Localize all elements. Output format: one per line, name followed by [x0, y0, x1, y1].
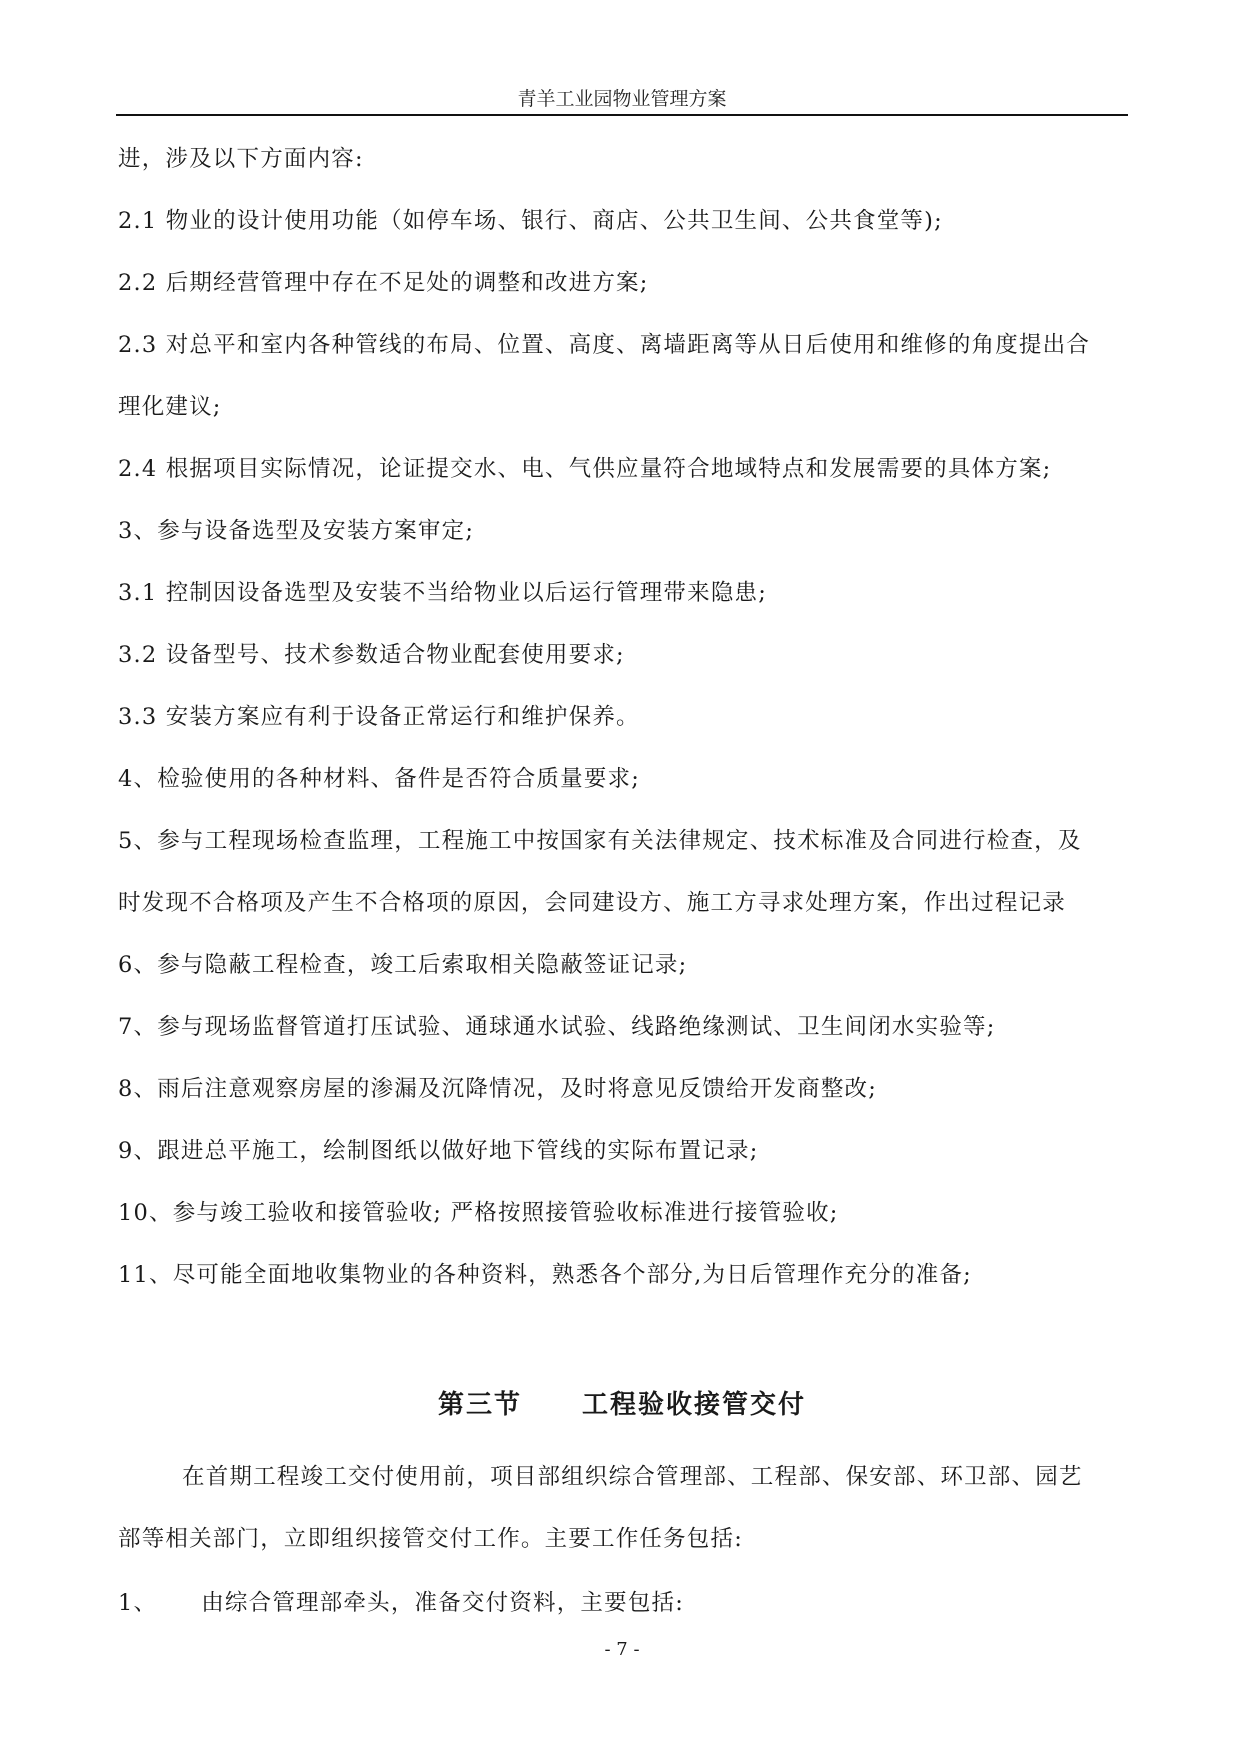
body-line: 9、跟进总平施工，绘制图纸以做好地下管线的实际布置记录;: [118, 1138, 759, 1164]
body-line: 11、尽可能全面地收集物业的各种资料，熟悉各个部分,为日后管理作充分的准备;: [118, 1262, 972, 1288]
body-line: 8、雨后注意观察房屋的渗漏及沉降情况，及时将意见反馈给开发商整改;: [118, 1076, 877, 1102]
body-line: 4、检验使用的各种材料、备件是否符合质量要求;: [118, 766, 640, 792]
body-line: 理化建议;: [118, 394, 222, 420]
body-line: 3.1 控制因设备选型及安装不当给物业以后运行管理带来隐患;: [118, 580, 768, 606]
body-line: 3.3 安装方案应有利于设备正常运行和维护保养。: [118, 704, 640, 730]
body-line: 2.3 对总平和室内各种管线的布局、位置、高度、离墙距离等从日后使用和维修的角度提出合: [118, 332, 1091, 358]
page-header: 青羊工业园物业管理方案: [517, 88, 727, 110]
list-item-text: 由综合管理部牵头，准备交付资料，主要包括:: [201, 1590, 685, 1616]
body-line: 5、参与工程现场检查监理，工程施工中按国家有关法律规定、技术标准及合同进行检查，及: [118, 828, 1082, 854]
list-item: [118, 1588, 1132, 1618]
body-line: 3、参与设备选型及安装方案审定;: [118, 518, 475, 544]
page-number: - 7 -: [604, 1639, 640, 1660]
body-line: 2.1 物业的设计使用功能（如停车场、银行、商店、公共卫生间、公共食堂等);: [118, 208, 943, 234]
section-title: 工程验收接管交付: [582, 1390, 807, 1420]
section-number: 第三节: [437, 1390, 522, 1420]
header-rule: [116, 114, 1128, 116]
list-item-number: 1、: [118, 1590, 158, 1616]
body-line: 2.4 根据项目实际情况，论证提交水、电、气供应量符合地域特点和发展需要的具体方案;: [118, 456, 1052, 482]
body-line: 7、参与现场监督管道打压试验、通球通水试验、线路绝缘测试、卫生间闭水实验等;: [118, 1014, 996, 1040]
paragraph-line: 在首期工程竣工交付使用前，项目部组织综合管理部、工程部、保安部、环卫部、园艺: [182, 1464, 1083, 1490]
section-heading: [116, 1388, 1128, 1422]
body-line: 时发现不合格项及产生不合格项的原因，会同建设方、施工方寻求处理方案，作出过程记录: [118, 890, 1067, 916]
body-line: 10、参与竣工验收和接管验收; 严格按照接管验收标准进行接管验收;: [118, 1200, 839, 1226]
body-line: 6、参与隐蔽工程检查，竣工后索取相关隐蔽签证记录;: [118, 952, 688, 978]
body-line: 3.2 设备型号、技术参数适合物业配套使用要求;: [118, 642, 625, 668]
body-line: 2.2 后期经营管理中存在不足处的调整和改进方案;: [118, 270, 649, 296]
paragraph-line: 部等相关部门，立即组织接管交付工作。主要工作任务包括:: [118, 1526, 743, 1552]
body-line: 进，涉及以下方面内容:: [118, 146, 364, 172]
